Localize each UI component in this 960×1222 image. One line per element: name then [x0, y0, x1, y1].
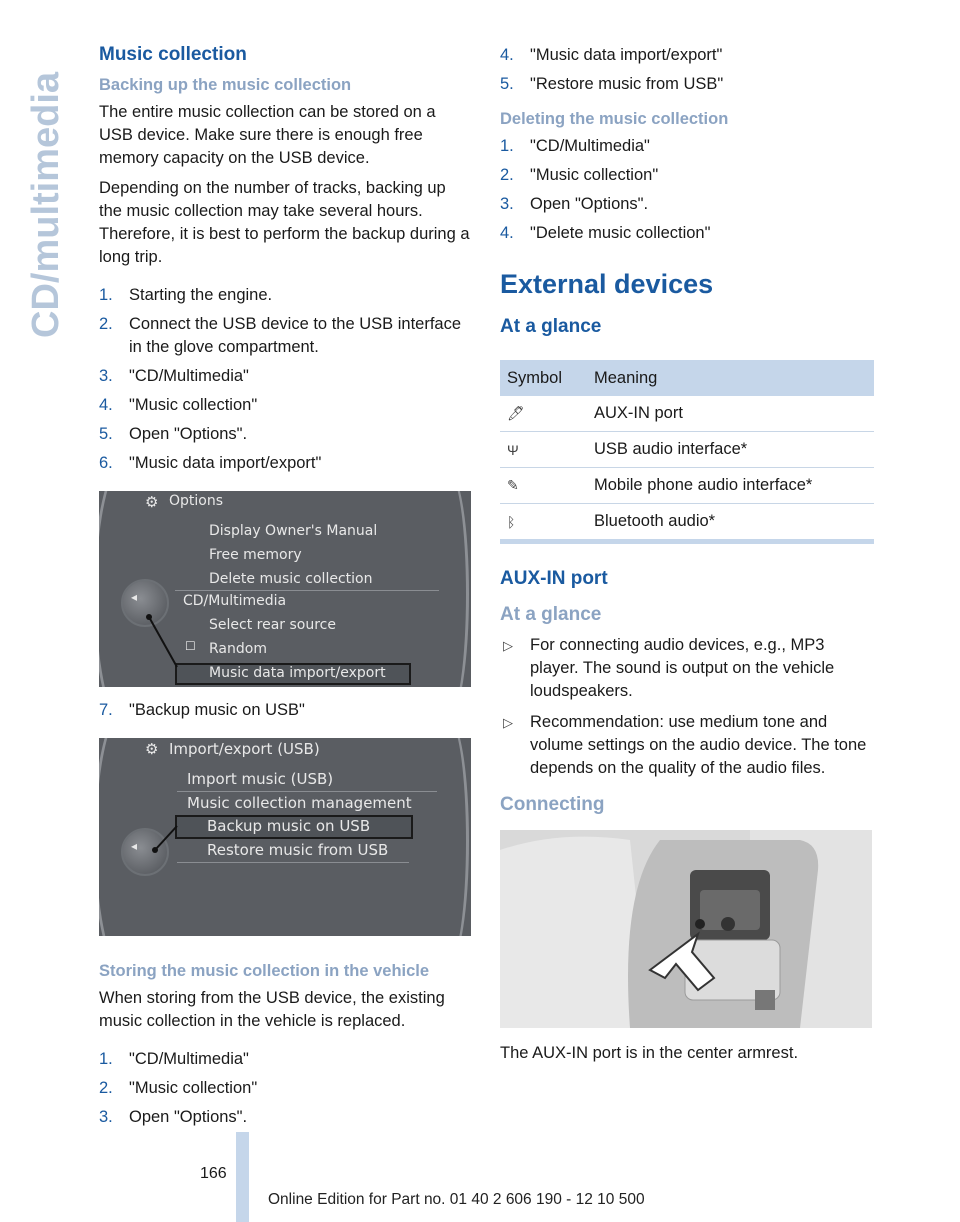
aux-at-a-glance-heading: At a glance: [500, 604, 602, 625]
step-item: 3. "CD/Multimedia": [99, 367, 249, 385]
left-column: [99, 44, 473, 1137]
column-header-symbol: Symbol: [500, 360, 587, 396]
screen-title: Options: [169, 493, 224, 509]
deleting-heading: Deleting the music collection: [500, 110, 729, 128]
step-item: 3. Open "Options".: [99, 1108, 248, 1126]
bullet-item: ▷ For connecting audio devices, e.g., MP3 player. The sound is output on the vehicle loudspeakers.: [503, 636, 835, 700]
edition-text: Online Edition for Part no. 01 40 2 606 190 - 12 10 500: [268, 1191, 645, 1208]
screen-title: Import/export (USB): [169, 740, 320, 758]
step7: [99, 699, 473, 722]
table-row: ✎ Mobile phone audio interface*: [500, 468, 874, 504]
deleting-steps: [500, 135, 874, 245]
aux-plug-icon: 🖊︎: [507, 405, 525, 421]
step-item: 6. "Music data import/export": [99, 454, 322, 472]
chapter-side-title-text: CD/multimedia: [25, 71, 64, 338]
connecting-heading: Connecting: [500, 794, 605, 815]
step-item: 5. Open "Options".: [99, 425, 248, 443]
import-export-screen-image: [99, 738, 471, 936]
storing-paragraph: When storing from the USB device, the existing music collection in the vehicle is replaced.: [99, 989, 445, 1030]
menu-item: Free memory: [209, 547, 302, 563]
bullet-triangle-icon: ▷: [503, 638, 513, 653]
restore-steps: [500, 44, 874, 96]
menu-item: Random: [209, 641, 267, 657]
menu-item-selected: Backup music on USB: [207, 817, 371, 835]
right-column: [500, 44, 874, 1072]
bullet-item: ▷ Recommendation: use medium tone and volume settings on the audio device. The tone depends on the quality of the audio files.: [503, 713, 867, 777]
step-item: 7. "Backup music on USB": [99, 701, 305, 719]
table-header: [500, 360, 874, 396]
step-item: 3. Open "Options".: [500, 195, 649, 213]
backup-heading: Backing up the music collection: [99, 76, 352, 94]
menu-item: Restore music from USB: [207, 841, 389, 859]
backup-steps: [99, 284, 473, 475]
menu-item: Music collection management: [187, 794, 412, 812]
table-row: ᛒ Bluetooth audio*: [500, 504, 874, 542]
menu-item: Import music (USB): [187, 770, 334, 788]
menu-item: Delete music collection: [209, 571, 373, 587]
step-item: 5. "Restore music from USB": [500, 75, 724, 93]
step-item: 1. "CD/Multimedia": [99, 1050, 249, 1068]
aux-bullets: [500, 634, 874, 780]
table-row: 🖊︎ AUX-IN port: [500, 396, 874, 432]
chapter-side-title: [22, 40, 64, 340]
left-arrow-icon: ◂: [131, 590, 138, 604]
music-collection-heading: Music collection: [99, 44, 247, 65]
bluetooth-icon: ᛒ: [507, 513, 516, 530]
footer-bar: [236, 1132, 249, 1222]
step-item: 4. "Music data import/export": [500, 46, 723, 64]
storing-steps: [99, 1048, 473, 1129]
options-gear-icon: ⚙: [145, 740, 159, 758]
backup-paragraph-1: The entire music collection can be stored on a USB device. Make sure there is enough free memory capacity on the USB device.: [99, 103, 436, 167]
step-item: 1. Starting the engine.: [99, 286, 273, 304]
page-number: 166: [200, 1165, 227, 1182]
at-a-glance-heading: At a glance: [500, 316, 602, 337]
menu-item: Display Owner's Manual: [209, 523, 378, 539]
step-item: 1. "CD/Multimedia": [500, 137, 650, 155]
mobile-phone-icon: ✎: [507, 477, 519, 493]
step-item: 2. "Music collection": [99, 1079, 258, 1097]
step-item: 4. "Music collection": [99, 396, 258, 414]
column-header-meaning: Meaning: [587, 360, 874, 396]
step-item: 4. "Delete music collection": [500, 224, 711, 242]
checkbox-icon: ☐: [185, 639, 196, 653]
table-row: Ψ USB audio interface*: [500, 432, 874, 468]
photo-caption: The AUX-IN port is in the center armrest.: [500, 1044, 799, 1062]
options-screen-image: [99, 491, 471, 687]
usb-icon: Ψ: [507, 441, 519, 458]
aux-in-heading: AUX-IN port: [500, 568, 608, 589]
left-arrow-icon: ◂: [131, 839, 138, 853]
storing-heading: Storing the music collection in the vehicle: [99, 962, 430, 980]
options-gear-icon: ⚙: [145, 493, 159, 511]
external-devices-heading: External devices: [500, 269, 714, 299]
backup-paragraph-2: Depending on the number of tracks, backing up the music collection may take several hours. Therefore, it is best to perform the backup during a long trip.: [99, 179, 470, 266]
center-armrest-photo: [500, 830, 872, 1028]
step-item: 2. Connect the USB device to the USB interface in the glove compartment.: [99, 315, 462, 356]
menu-item: Select rear source: [209, 617, 336, 633]
menu-section: CD/Multimedia: [183, 593, 287, 609]
menu-item-selected: Music data import/export: [209, 665, 386, 681]
bullet-triangle-icon: ▷: [503, 715, 513, 730]
symbol-table: [500, 360, 874, 544]
step-item: 2. "Music collection": [500, 166, 659, 184]
